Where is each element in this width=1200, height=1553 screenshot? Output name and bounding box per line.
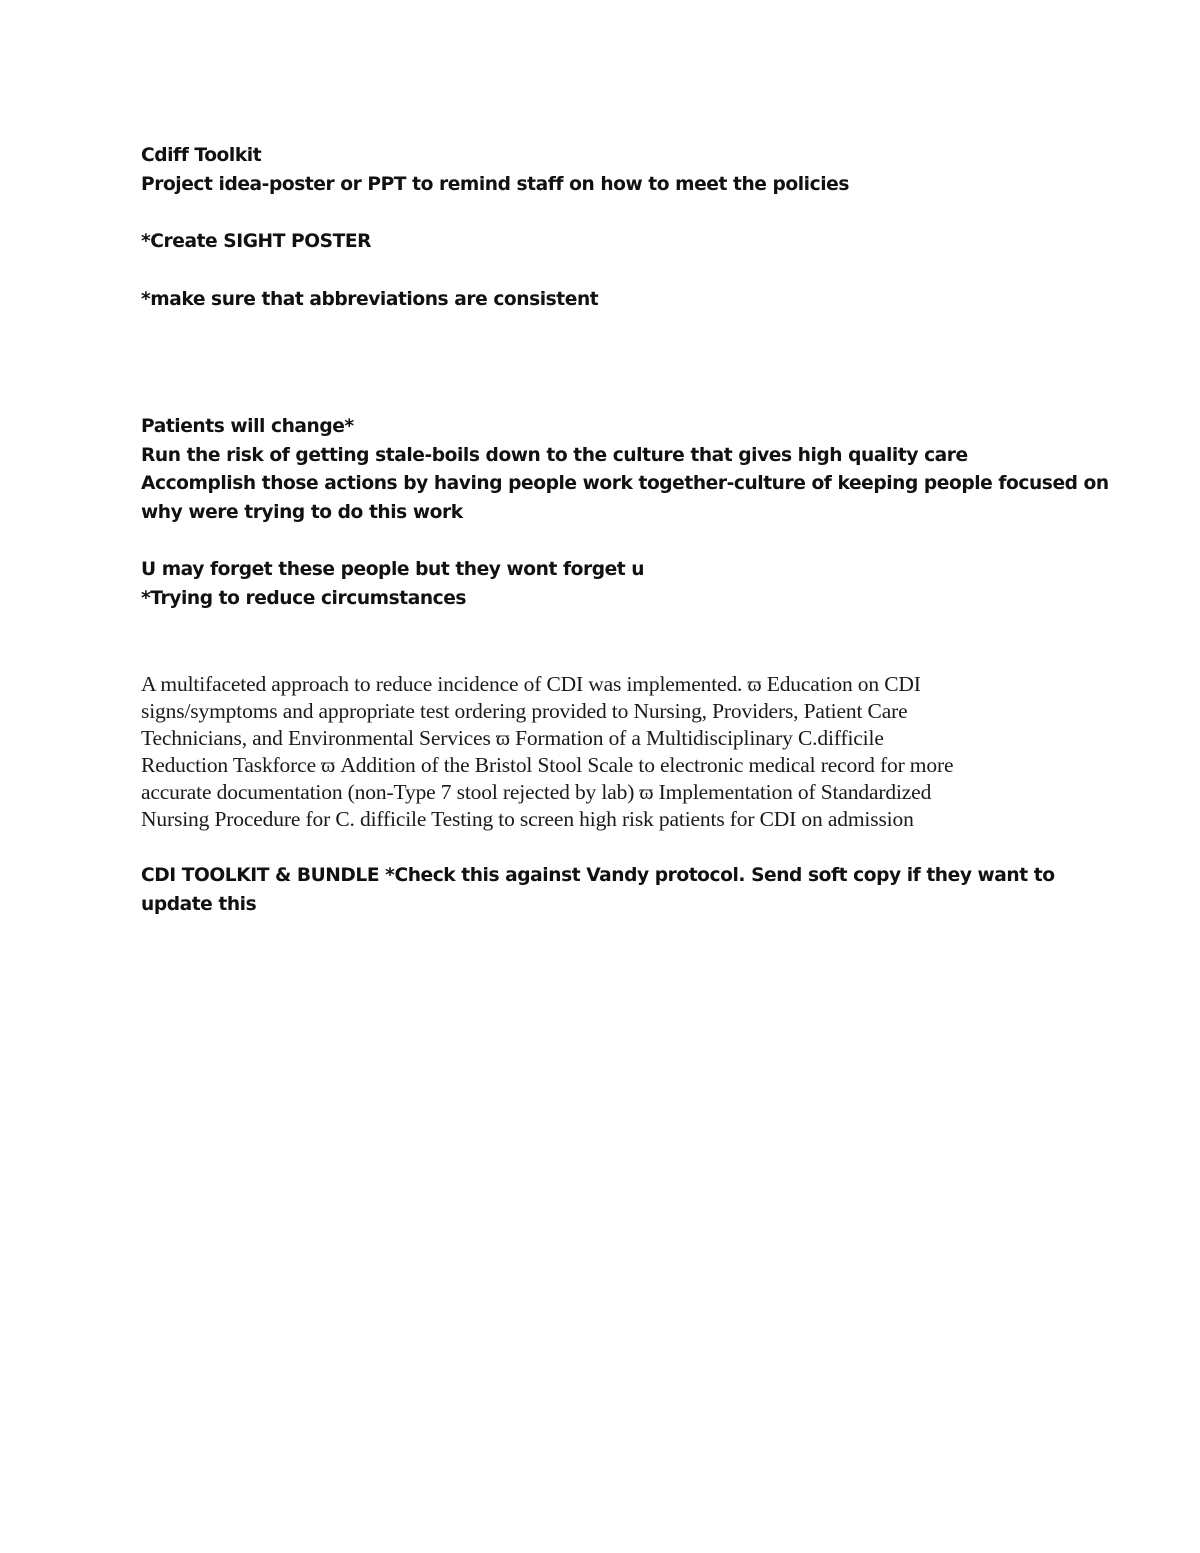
forget-line: U may forget these people but they wont forget u bbox=[141, 558, 645, 580]
update-this-line: update this bbox=[141, 893, 257, 915]
paragraph-line: Reduction Taskforce ϖ Addition of the Bristol Stool Scale to electronic medical record for more bbox=[141, 753, 954, 777]
accomplish-actions-line: Accomplish those actions by having people work together-culture of keeping people focused on bbox=[141, 472, 1109, 494]
document-title: Cdiff Toolkit bbox=[141, 144, 262, 166]
patients-change-line: Patients will change* bbox=[141, 415, 354, 437]
abbreviations-note: *make sure that abbreviations are consistent bbox=[141, 288, 599, 310]
paragraph-line: Nursing Procedure for C. difficile Testing to screen high risk patients for CDI on admission bbox=[141, 807, 914, 831]
sight-poster-note: *Create SIGHT POSTER bbox=[141, 230, 372, 252]
reduce-circumstances-line: *Trying to reduce circumstances bbox=[141, 587, 467, 609]
project-idea-line: Project idea-poster or PPT to remind staff on how to meet the policies bbox=[141, 173, 849, 195]
why-work-line: why were trying to do this work bbox=[141, 501, 463, 523]
paragraph-line: accurate documentation (non-Type 7 stool rejected by lab) ϖ Implementation of Standardized bbox=[141, 780, 932, 804]
paragraph-line: Technicians, and Environmental Services ϖ Formation of a Multidisciplinary C.difficile bbox=[141, 726, 884, 750]
toolkit-bundle-line: CDI TOOLKIT & BUNDLE *Check this against Vandy protocol. Send soft copy if they want to bbox=[141, 864, 1055, 886]
paragraph-line: A multifaceted approach to reduce incidence of CDI was implemented. ϖ Education on CDI bbox=[141, 672, 921, 696]
paragraph-line: signs/symptoms and appropriate test ordering provided to Nursing, Providers, Patient Care bbox=[141, 699, 908, 723]
stale-risk-line: Run the risk of getting stale-boils down to the culture that gives high quality care bbox=[141, 444, 968, 466]
